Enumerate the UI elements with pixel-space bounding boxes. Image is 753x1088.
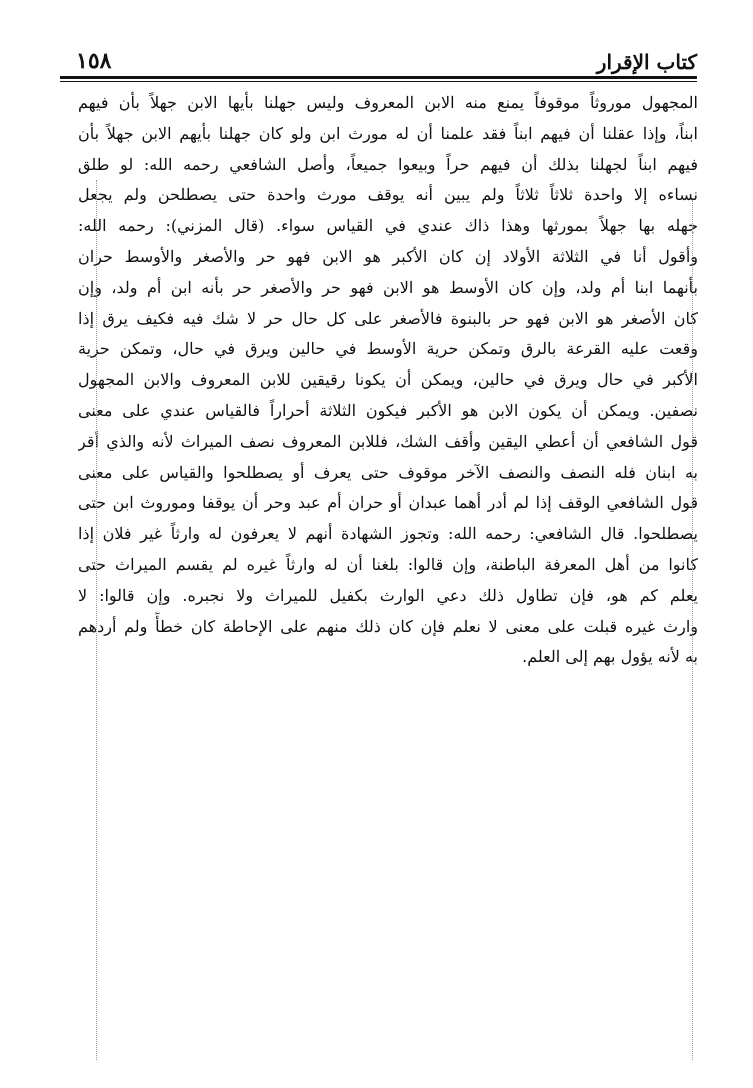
text-line: به لأنه يؤول بهم إلى العلم. <box>522 647 698 667</box>
book-title: كتاب الإقرار <box>596 50 697 74</box>
text-line: قول الشافعي أن أعطي اليقين وأقف الشك، فللابن المعروف نصف الميراث لأنه والذي أقر <box>78 431 698 451</box>
scan-margin-dots-right <box>692 200 693 1060</box>
text-line: به ابنان فله النصف والنصف الآخر موقوف حتى يعرف أو يصطلحوا والقياس على معنى <box>78 462 698 482</box>
text-line: وارث غيره قبلت على معنى لا نعلم فإن كان ذلك منهم على الإحاطة كان خطأً ولم أردهم <box>78 616 698 636</box>
text-line: يعلم كم هو، فإن تطاول ذلك دعي الوارث بكفيل للميراث ولا نجبره. وإن قالوا: لا <box>78 585 698 605</box>
page-number: ١٥٨ <box>76 48 112 74</box>
text-line: قول الشافعي الوقف إذا لم أدر أهما عبدان أو حران أم عبد وحر أن يوقفا وموروث ابن حتى <box>78 493 698 513</box>
header-rule <box>60 76 697 79</box>
text-line: وقعت عليه القرعة بالرق وتمكن حرية الأوسط في حالين ويرق في حال، وتمكن حرية <box>78 339 698 359</box>
header-rule-thin <box>60 81 697 82</box>
text-line: بأنهما ابنا أم ولد، وإن كان الأوسط هو الابن فهو حر والأصغر حر بأنه ابن أم ولد، وإن <box>78 277 698 297</box>
text-line: كان الأصغر هو الابن فهو حر بالبنوة فالأصغر على كل حال حر لا شك فيه فكيف يرق إذا <box>78 308 698 328</box>
text-line: المجهول موروثاً موقوفاً يمنع منه الابن المعروف وليس جهلنا بأيها الابن جهلاً بأن فيهم <box>78 93 698 112</box>
text-line: نساءه إلا واحدة ثلاثاً ثلاثاً ولم يبين أنه يوقف مورث واحدة حتى يصطلحن ولم يجعل <box>78 185 698 205</box>
text-line: ابناً، وإذا عقلنا أن فيهم ابناً فقد علمنا أن له مورث ابن ولو كان جهلنا بأيهم الابن جهلاً بأن <box>78 123 698 143</box>
text-line: جهله بها جهلاً بمورثها وهذا ذاك عندي في القياس سواء. (قال المزني): رحمه الله: <box>78 216 698 236</box>
body-text <box>78 88 698 673</box>
text-line: نصفين. ويمكن أن يكون الابن هو الأكبر فيكون الثلاثة أحراراً فالقياس عندي على معنى <box>78 400 698 420</box>
text-line: كانوا من أهل المعرفة الباطنة، وإن قالوا: بلغنا أن له وارثاً غيره لم يقسم الميراث حتى <box>78 554 698 574</box>
scan-margin-dots-left <box>96 180 97 1060</box>
text-line: وأقول أنا في الثلاثة الأولاد إن كان الأكبر هو الابن فهو حر والأصغر والأوسط حران <box>78 246 698 266</box>
text-line: يصطلحوا. قال الشافعي: رحمه الله: وتجوز الشهادة أنهم لا يعرفون له وارثاً غير فلان إذا <box>78 524 698 544</box>
text-line: فيهم ابناً لجهلنا بذلك أن فيهم حراً وبيعوا جميعاً، وأصل الشافعي رحمه الله: لو طلق <box>78 154 698 174</box>
page-header <box>60 30 697 72</box>
text-line: الأكبر في حال ويرق في حالين، ويمكن أن يكونا رقيقين للابن المعروف والابن المجهول <box>78 370 698 390</box>
